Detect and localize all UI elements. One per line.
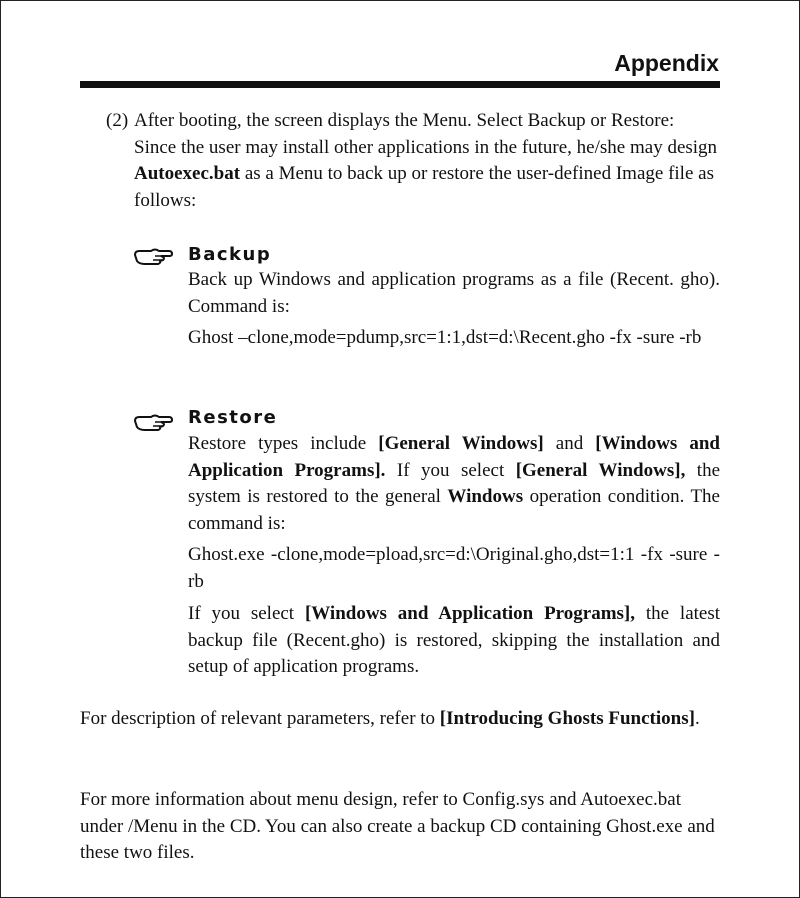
restore-text: the latest backup file (Recent.gho) is restored, skipping the installation and setup of application programs.	[188, 603, 721, 677]
restore-bold-general-windows: [General Windows]	[378, 433, 544, 454]
backup-heading: Backup	[188, 244, 272, 265]
step-2-line1: After booting, the screen displays the Menu. Select Backup or Restore:	[134, 110, 675, 131]
step-2-body	[134, 108, 721, 214]
backup-description: Back up Windows and application programs as a file (Recent. gho). Command is:	[188, 269, 720, 317]
restore-text: operation condition. The command is:	[188, 486, 720, 534]
params-bold-link: [Introducing Ghosts Functions]	[439, 708, 695, 729]
restore-command: Ghost.exe -clone,mode=pload,src=d:\Original.gho,dst=1:1 -fx -sure -rb	[188, 544, 720, 592]
restore-text: If you select	[188, 603, 305, 624]
step-2-text-b: as a Menu to back up or restore the user-defined Image file as follows:	[134, 163, 714, 211]
restore-heading: Restore	[188, 407, 278, 428]
restore-paragraph-2	[188, 601, 720, 681]
restore-paragraph-1	[188, 431, 720, 537]
more-info-paragraph: For more information about menu design, refer to Config.sys and Autoexec.bat under /Menu in the CD. You can also create a backup CD containing Ghost.exe and these two files.	[80, 789, 715, 863]
params-text: .	[694, 708, 700, 729]
header-rule	[80, 81, 720, 88]
restore-bold-windows-apps: [Windows and Application Programs].	[188, 433, 721, 481]
page-header-title: Appendix	[614, 50, 719, 76]
restore-bold-windows-apps-2: [Windows and Application Programs],	[304, 603, 636, 624]
pointing-hand-icon	[133, 412, 175, 432]
restore-bold-general-windows-2: [General Windows],	[515, 459, 686, 481]
autoexec-bold: Autoexec.bat	[134, 163, 241, 184]
params-text: For description of relevant parameters, refer to	[80, 708, 440, 729]
step-number: (2)	[106, 110, 129, 131]
restore-text: the system is restored to the general	[188, 459, 721, 507]
parameters-paragraph	[80, 706, 720, 733]
restore-bold-windows: Windows	[447, 486, 524, 507]
restore-text: If you select	[385, 459, 516, 481]
backup-command: Ghost –clone,mode=pdump,src=1:1,dst=d:\Recent.gho -fx -sure -rb	[188, 327, 702, 348]
restore-text: and	[543, 433, 596, 454]
step-2-text-a: Since the user may install other applications in the future, he/she may design	[134, 136, 718, 158]
restore-text: Restore types include	[188, 433, 379, 454]
pointing-hand-icon	[133, 246, 175, 266]
